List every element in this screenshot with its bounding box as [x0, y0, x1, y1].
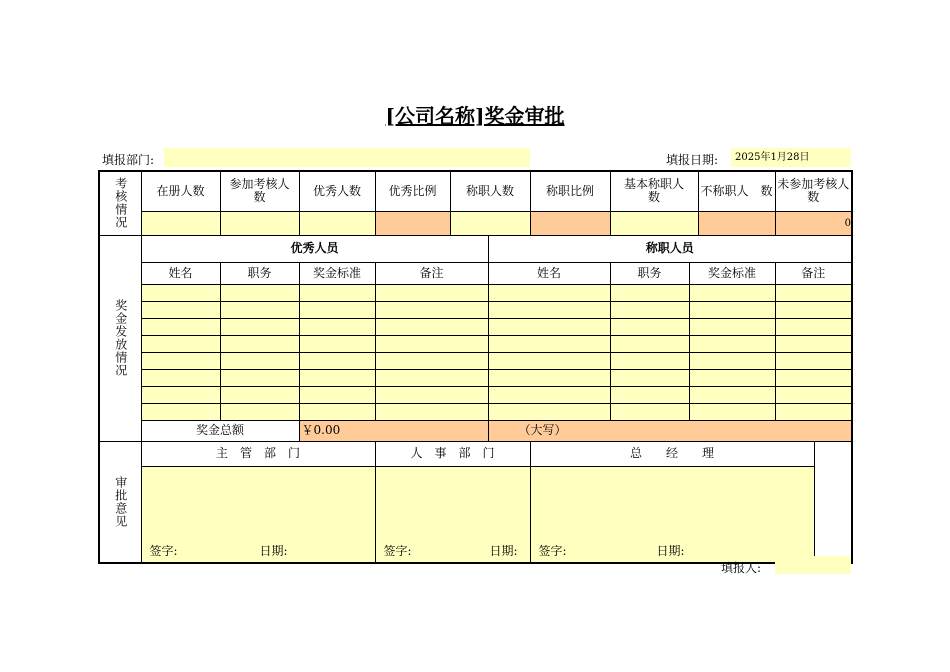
input-cell[interactable]	[375, 352, 488, 369]
approval-form-table	[98, 170, 886, 564]
excellent-header: 优秀人员	[141, 235, 488, 262]
col-excellent-count: 优秀人数	[299, 171, 375, 211]
input-cell[interactable]	[689, 301, 775, 318]
input-cell[interactable]	[775, 403, 852, 420]
col-excellent-ratio: 优秀比例	[375, 171, 450, 211]
dept-gm-header: 总 经 理	[530, 441, 814, 466]
input-cell[interactable]	[689, 352, 775, 369]
input-cell[interactable]	[488, 386, 610, 403]
input-cell[interactable]	[610, 352, 689, 369]
sign-label: 签字:	[149, 544, 178, 558]
input-cell[interactable]	[689, 335, 775, 352]
col-registered: 在册人数	[141, 171, 220, 211]
input-cell[interactable]	[141, 335, 220, 352]
ex-col-note: 备注	[375, 262, 488, 284]
input-cell[interactable]	[299, 369, 375, 386]
input-cell[interactable]	[220, 369, 299, 386]
date-label: 填报日期:	[666, 153, 719, 167]
input-cell[interactable]	[488, 301, 610, 318]
col-competent-ratio: 称职比例	[530, 171, 610, 211]
sign-date-label: 日期:	[656, 544, 685, 558]
table-row	[99, 403, 852, 420]
total-capital: （大写）	[488, 420, 852, 441]
sign-date-label: 日期:	[259, 544, 288, 558]
competent-header: 称职人员	[488, 235, 852, 262]
table-row	[99, 284, 852, 301]
input-cell[interactable]	[220, 301, 299, 318]
input-cell[interactable]	[220, 318, 299, 335]
input-cell[interactable]	[488, 369, 610, 386]
input-cell[interactable]	[775, 369, 852, 386]
hr-approval-box[interactable]	[375, 466, 530, 563]
table-row	[99, 301, 852, 318]
gm-approval-box[interactable]	[530, 466, 814, 563]
input-cell[interactable]	[299, 386, 375, 403]
dept-hr-header: 人 事 部 门	[375, 441, 530, 466]
total-value: ￥0.00	[299, 420, 488, 441]
sign-date-label: 日期:	[489, 544, 518, 558]
dept-supervisor-header: 主 管 部 门	[141, 441, 375, 466]
input-cell[interactable]	[775, 284, 852, 301]
supervisor-approval-box[interactable]	[141, 466, 375, 563]
input-cell[interactable]	[141, 386, 220, 403]
incompetent-cell	[698, 211, 775, 235]
input-cell[interactable]	[299, 352, 375, 369]
col-participants: 参加考核人 数	[220, 171, 299, 211]
input-cell[interactable]	[299, 284, 375, 301]
input-cell[interactable]	[375, 335, 488, 352]
input-cell[interactable]	[610, 386, 689, 403]
input-cell[interactable]	[220, 386, 299, 403]
input-cell[interactable]	[299, 301, 375, 318]
input-cell[interactable]	[141, 403, 220, 420]
input-cell[interactable]	[775, 352, 852, 369]
input-cell[interactable]	[220, 352, 299, 369]
co-col-note: 备注	[775, 262, 852, 284]
input-cell[interactable]	[488, 335, 610, 352]
input-cell[interactable]	[375, 369, 488, 386]
basic-competent-input[interactable]	[610, 211, 698, 235]
table-row	[99, 318, 852, 335]
input-cell[interactable]	[689, 403, 775, 420]
bonus-side-label: 奖金发放情况	[99, 235, 141, 441]
co-col-standard: 奖金标准	[689, 262, 775, 284]
col-incompetent: 不称职人 数	[698, 171, 775, 211]
input-cell[interactable]	[375, 318, 488, 335]
input-cell[interactable]	[610, 369, 689, 386]
co-col-name: 姓名	[488, 262, 610, 284]
input-cell[interactable]	[775, 386, 852, 403]
sign-label: 签字:	[383, 544, 412, 558]
input-cell[interactable]	[375, 301, 488, 318]
input-cell[interactable]	[220, 335, 299, 352]
total-label: 奖金总额	[141, 420, 299, 441]
date-input[interactable]: 2025年1月28日	[731, 148, 851, 167]
input-cell[interactable]	[775, 301, 852, 318]
reporter-label: 填报人:	[721, 561, 762, 575]
competent-ratio-cell	[530, 211, 610, 235]
table-row	[99, 352, 852, 369]
input-cell[interactable]	[610, 301, 689, 318]
input-cell[interactable]	[488, 284, 610, 301]
input-cell[interactable]	[775, 318, 852, 335]
input-cell[interactable]	[610, 335, 689, 352]
input-cell[interactable]	[375, 403, 488, 420]
input-cell[interactable]	[488, 352, 610, 369]
ex-col-standard: 奖金标准	[299, 262, 375, 284]
input-cell[interactable]	[689, 318, 775, 335]
col-competent-count: 称职人数	[450, 171, 530, 211]
excellent-ratio-cell	[375, 211, 450, 235]
table-row	[99, 386, 852, 403]
input-cell[interactable]	[375, 386, 488, 403]
input-cell[interactable]	[141, 318, 220, 335]
table-row	[99, 369, 852, 386]
page-title: [公司名称]奖金审批	[385, 104, 565, 128]
input-cell[interactable]	[689, 284, 775, 301]
input-cell[interactable]	[141, 301, 220, 318]
input-cell[interactable]	[141, 369, 220, 386]
input-cell[interactable]	[375, 284, 488, 301]
input-cell[interactable]	[299, 318, 375, 335]
dept-input[interactable]	[164, 148, 530, 167]
col-not-assessed: 未参加考核人 数	[775, 171, 852, 211]
input-cell[interactable]	[775, 335, 852, 352]
input-cell[interactable]	[488, 403, 610, 420]
input-cell[interactable]	[299, 335, 375, 352]
input-cell[interactable]	[689, 386, 775, 403]
ex-col-name: 姓名	[141, 262, 220, 284]
table-row	[99, 335, 852, 352]
excellent-count-input[interactable]	[299, 211, 375, 235]
dept-label: 填报部门:	[102, 153, 155, 167]
col-basic-competent: 基本称职人 数	[610, 171, 698, 211]
reporter-input[interactable]	[775, 556, 851, 574]
input-cell[interactable]	[610, 284, 689, 301]
input-cell[interactable]	[141, 284, 220, 301]
input-cell[interactable]	[141, 352, 220, 369]
input-cell[interactable]	[689, 369, 775, 386]
input-cell[interactable]	[488, 318, 610, 335]
registered-input[interactable]	[141, 211, 220, 235]
sign-label: 签字:	[538, 544, 567, 558]
input-cell[interactable]	[299, 403, 375, 420]
not-assessed-cell: 0	[775, 211, 852, 235]
ex-col-position: 职务	[220, 262, 299, 284]
input-cell[interactable]	[220, 284, 299, 301]
input-cell[interactable]	[610, 403, 689, 420]
approval-side-label: 审批意见	[99, 441, 141, 563]
competent-count-input[interactable]	[450, 211, 530, 235]
participants-input[interactable]	[220, 211, 299, 235]
co-col-position: 职务	[610, 262, 689, 284]
input-cell[interactable]	[610, 318, 689, 335]
input-cell[interactable]	[220, 403, 299, 420]
assessment-side-label: 考核情况	[99, 171, 141, 235]
